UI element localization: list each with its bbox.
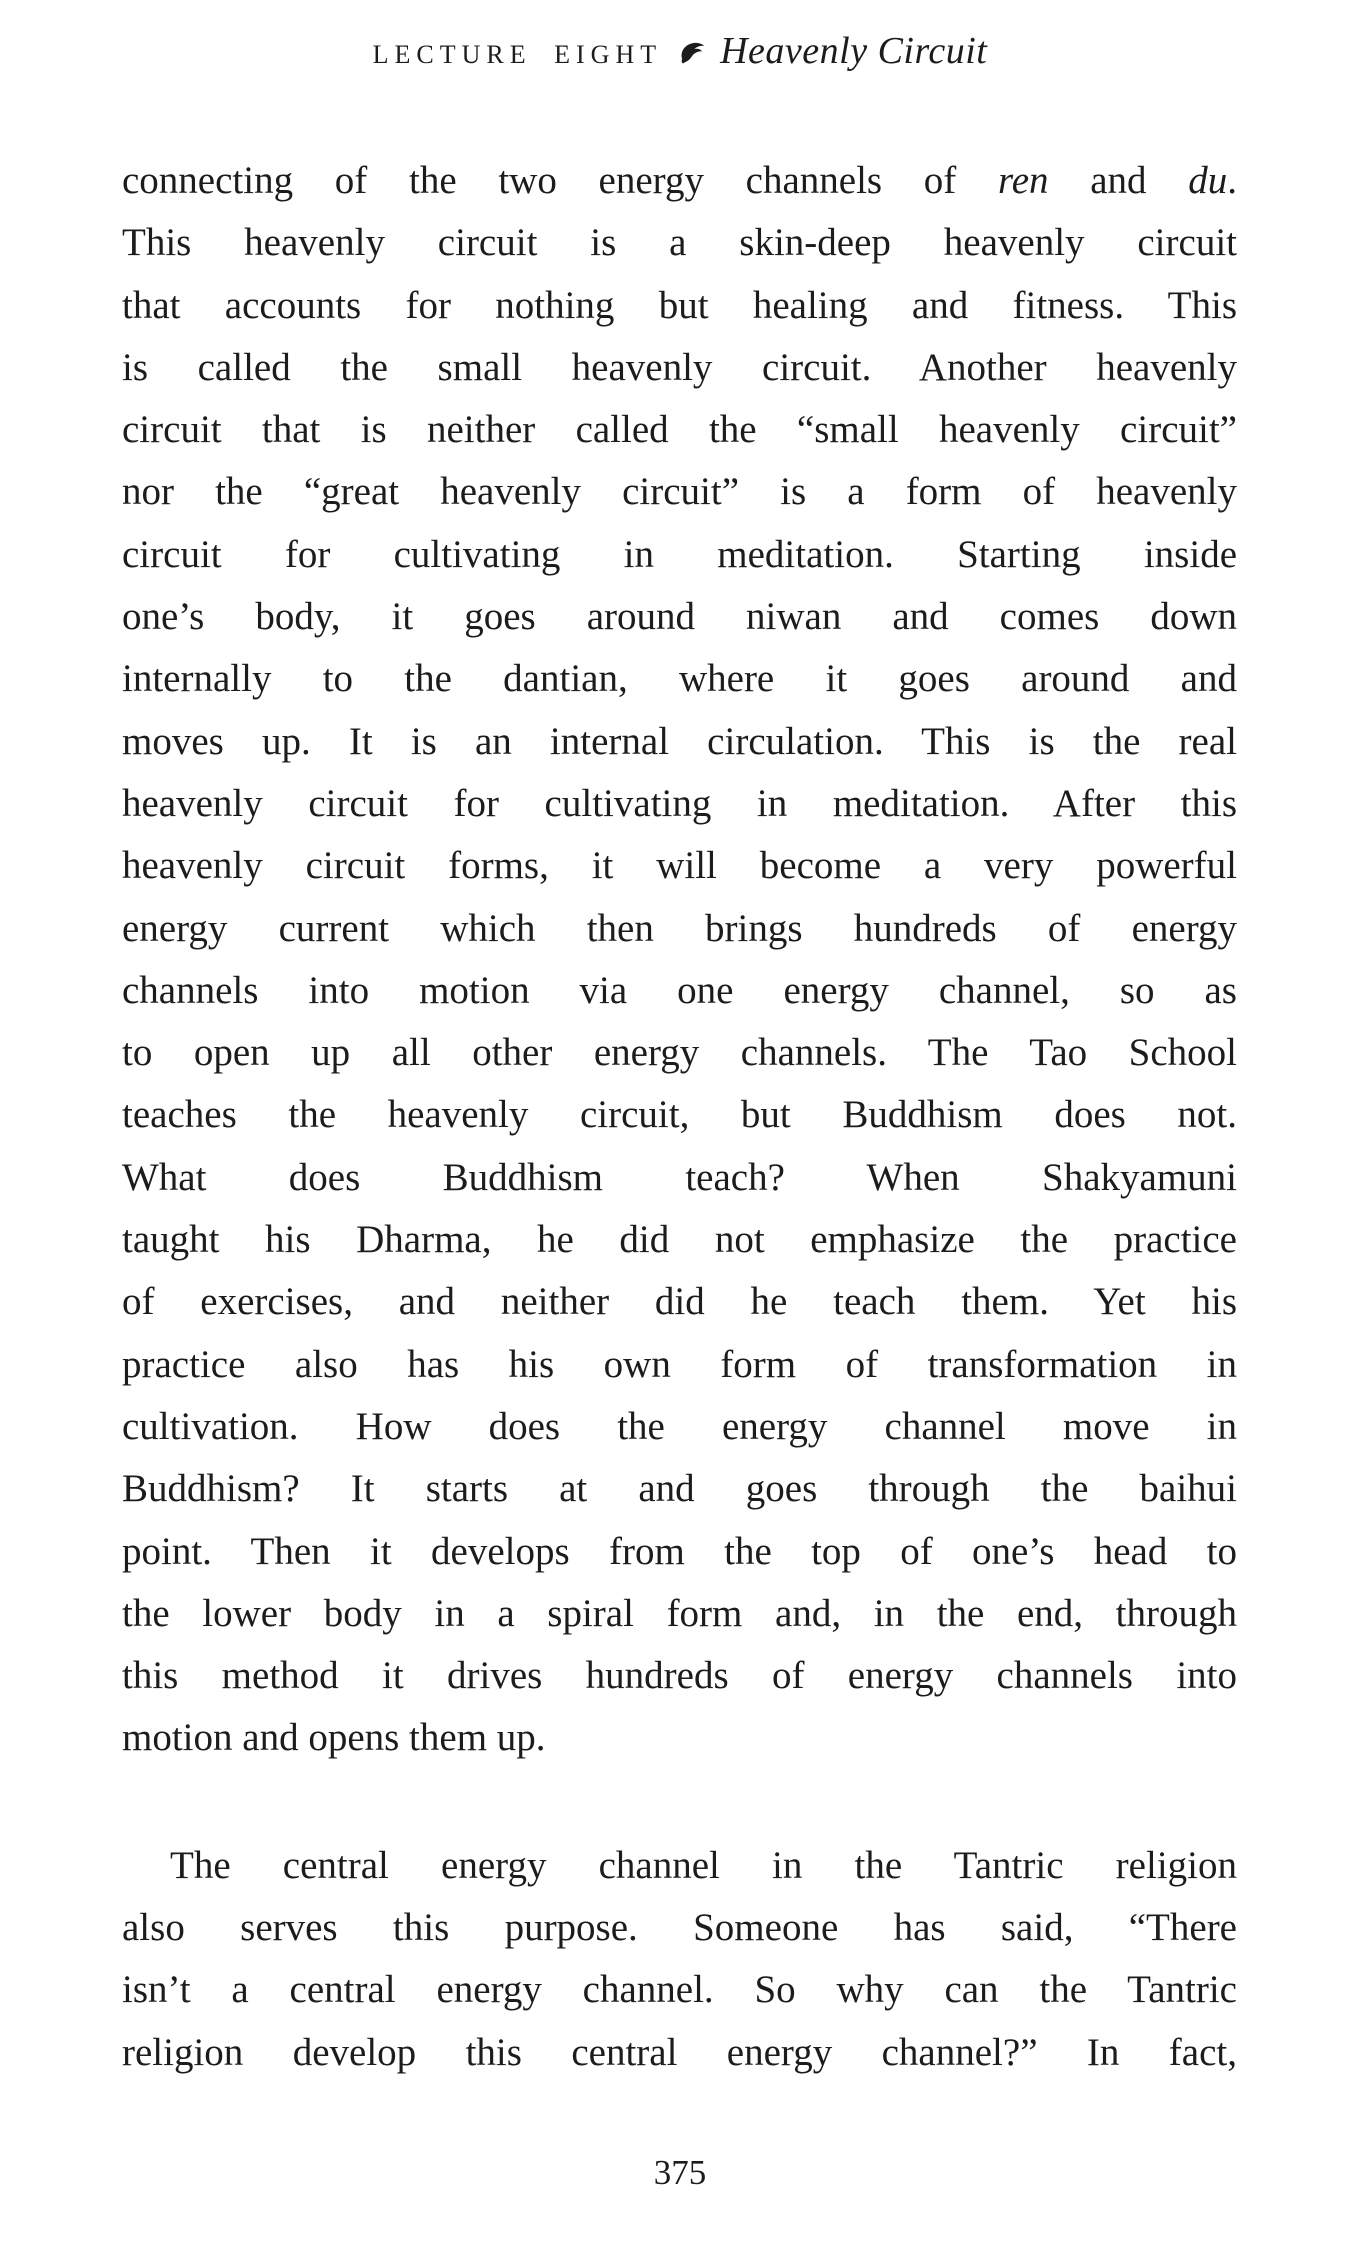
text-segment: teaches the heavenly circuit, but Buddhism does not. bbox=[122, 1093, 1237, 1137]
body-line bbox=[122, 150, 1237, 212]
body-line bbox=[122, 337, 1237, 399]
text-segment: circuit that is neither called the “small heavenly circuit” bbox=[122, 408, 1237, 452]
body-line bbox=[122, 1271, 1237, 1333]
text-segment: also serves this purpose. Someone has said, “There bbox=[122, 1906, 1237, 1950]
body-line bbox=[122, 1334, 1237, 1396]
text-segment: isn’t a central energy channel. So why can the Tantric bbox=[122, 1968, 1237, 2012]
text-segment: channels into motion via one energy channel, so as bbox=[122, 968, 1237, 1012]
body-line bbox=[122, 1147, 1237, 1209]
text-segment: and bbox=[1048, 159, 1189, 202]
body-line bbox=[122, 835, 1237, 897]
text-segment: The central energy channel in the Tantric religion bbox=[170, 1843, 1237, 1887]
text-segment: point. Then it develops from the top of one’s head to bbox=[122, 1529, 1237, 1573]
page-number: 375 bbox=[653, 2153, 707, 2192]
text-segment: internally to the dantian, where it goes around and bbox=[122, 657, 1237, 701]
text-segment: heavenly circuit for cultivating in meditation. After this bbox=[122, 781, 1237, 825]
body-line bbox=[122, 1645, 1237, 1707]
paragraph bbox=[122, 150, 1237, 1770]
text-segment: What does Buddhism teach? When Shakyamuni bbox=[122, 1155, 1237, 1199]
italic-term: du bbox=[1188, 159, 1228, 202]
fleuron-leaf-icon bbox=[678, 39, 708, 68]
body-line bbox=[122, 275, 1237, 337]
text-segment: cultivation. How does the energy channel move in bbox=[122, 1404, 1237, 1448]
text-segment: circuit for cultivating in meditation. Starting inside bbox=[122, 532, 1237, 576]
text-segment: this method it drives hundreds of energy channels into bbox=[122, 1654, 1237, 1698]
chapter-title: Heavenly Circuit bbox=[720, 30, 988, 72]
text-segment: practice also has his own form of transformation in bbox=[122, 1342, 1237, 1386]
text-segment: . bbox=[1227, 159, 1237, 202]
body-line bbox=[122, 586, 1237, 648]
text-segment: energy current which then brings hundreds of energy bbox=[122, 906, 1237, 950]
body-line bbox=[122, 711, 1237, 773]
text-segment: taught his Dharma, he did not emphasize the practice bbox=[122, 1218, 1237, 1262]
body-line bbox=[122, 524, 1237, 586]
running-head bbox=[0, 28, 1360, 82]
italic-term: ren bbox=[997, 159, 1049, 202]
text-segment: connecting of the two energy channels of bbox=[122, 159, 998, 202]
lecture-label: LECTURE EIGHT bbox=[372, 40, 663, 69]
text-segment: to open up all other energy channels. The Tao School bbox=[122, 1031, 1237, 1075]
body-line bbox=[122, 1521, 1237, 1583]
body-line bbox=[122, 1458, 1237, 1520]
body-line bbox=[122, 1897, 1237, 1959]
text-segment: is called the small heavenly circuit. Another heavenly bbox=[122, 345, 1237, 389]
body-line bbox=[122, 1022, 1237, 1084]
body-text bbox=[122, 150, 1237, 2084]
body-line bbox=[122, 399, 1237, 461]
text-segment: heavenly circuit forms, it will become a very powerful bbox=[122, 844, 1237, 888]
body-line bbox=[122, 212, 1237, 274]
body-line bbox=[122, 1209, 1237, 1271]
text-segment: that accounts for nothing but healing and fitness. This bbox=[122, 283, 1237, 327]
paragraph bbox=[122, 1835, 1237, 2084]
text-segment: This heavenly circuit is a skin-deep heavenly circuit bbox=[122, 221, 1237, 265]
body-line bbox=[122, 898, 1237, 960]
body-line bbox=[122, 1835, 1237, 1897]
text-segment: of exercises, and neither did he teach them. Yet his bbox=[122, 1280, 1237, 1324]
text-segment: nor the “great heavenly circuit” is a form of heavenly bbox=[122, 470, 1237, 514]
text-segment: one’s body, it goes around niwan and comes down bbox=[122, 595, 1237, 639]
text-segment: motion and opens them up. bbox=[122, 1716, 546, 1760]
body-line bbox=[122, 1396, 1237, 1458]
text-segment: the lower body in a spiral form and, in the end, through bbox=[122, 1591, 1237, 1635]
body-line bbox=[122, 1959, 1237, 2021]
text-segment: Buddhism? It starts at and goes through the baihui bbox=[122, 1467, 1237, 1511]
body-line bbox=[122, 773, 1237, 835]
body-line bbox=[122, 648, 1237, 710]
body-line bbox=[122, 1084, 1237, 1146]
body-line bbox=[122, 461, 1237, 523]
text-segment: moves up. It is an internal circulation. This is the real bbox=[122, 719, 1237, 763]
body-line bbox=[122, 1583, 1237, 1645]
text-segment: religion develop this central energy channel?” In fact, bbox=[122, 2030, 1237, 2074]
body-line bbox=[122, 2022, 1237, 2084]
body-line bbox=[122, 960, 1237, 1022]
body-line bbox=[122, 1707, 1237, 1769]
